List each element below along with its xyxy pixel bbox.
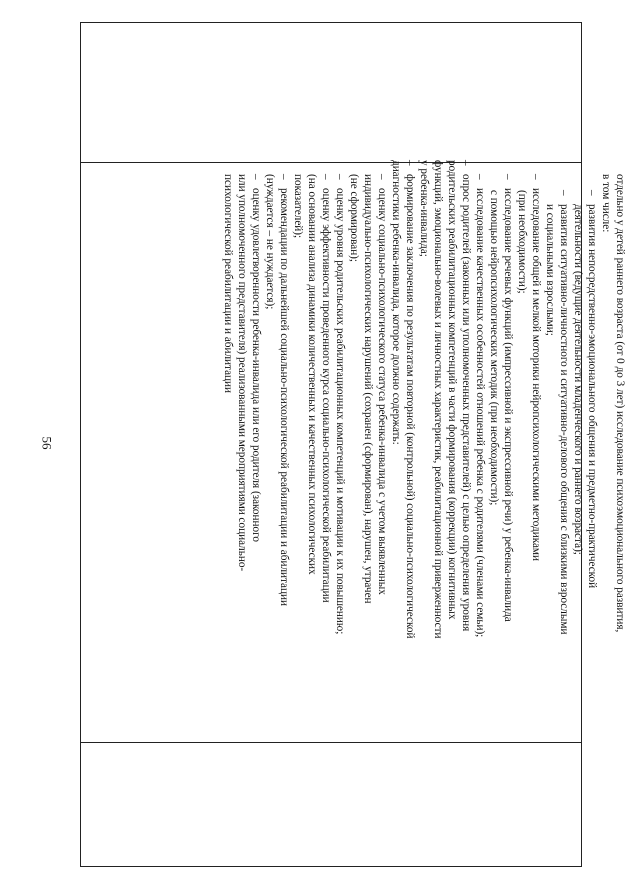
list-dash: – xyxy=(530,174,542,180)
line-text: у ребенка-инвалида; xyxy=(418,160,430,257)
text-line xyxy=(487,160,501,715)
text-line xyxy=(473,160,487,715)
text-line xyxy=(249,160,263,715)
line-text: развития ситуативно-личностного и ситуативно-делового общения с близкими взрослыми xyxy=(558,204,570,635)
line-text: (на основании анализа динамики количественных и качественных психологических xyxy=(306,174,318,575)
line-text: отдельно у детей раннего возраста (от 0 до 3 лет) исследование психоэмоционального развития, xyxy=(614,174,626,633)
text-line xyxy=(277,160,291,715)
text-line xyxy=(529,160,543,715)
text-line xyxy=(291,160,305,715)
text-line xyxy=(557,160,571,715)
text-line xyxy=(389,160,403,715)
line-text: родительских реабилитационных компетенций в части формирования (коррекции) когнитивных xyxy=(446,160,458,620)
text-line xyxy=(459,160,473,715)
rotated-text-cell xyxy=(197,160,627,715)
text-line xyxy=(417,160,431,715)
text-line xyxy=(263,160,277,715)
line-text: исследование общей и мелкой моторики нейропсихологическими методиками xyxy=(530,188,542,561)
list-dash: – xyxy=(404,160,416,166)
line-text: или уполномоченного представителя) реализованными мероприятиями социально- xyxy=(236,174,248,572)
list-dash: – xyxy=(460,160,472,166)
line-text: оценку уровня родительских реабилитационных компетенций и мотивации к их повышению; xyxy=(334,188,346,635)
list-dash: – xyxy=(278,174,290,180)
line-text: деятельности (ведущие деятельности младенческого и раннего возраста); xyxy=(572,204,584,555)
line-text: индивидуально-психологических нарушений (сохранен (сформирован), нарушен, утрачен xyxy=(362,174,374,604)
text-line xyxy=(599,160,613,715)
text-line xyxy=(333,160,347,715)
line-text: исследование качественных особенностей отношений ребенка с родителями (членами семьи); xyxy=(474,188,486,638)
list-dash: – xyxy=(334,174,346,180)
list-dash: – xyxy=(558,190,570,196)
text-line xyxy=(361,160,375,715)
text-line xyxy=(515,160,529,715)
column-divider-2 xyxy=(80,742,582,743)
text-line xyxy=(347,160,361,715)
line-text: оценку социально-психологического статуса ребенка-инвалида с учетом выявленных xyxy=(376,188,388,595)
line-text: исследование речевых функций (импрессивной и экспрессивной речи) у ребенка-инвалида xyxy=(502,188,514,622)
text-line xyxy=(613,160,627,715)
list-dash: – xyxy=(502,174,514,180)
line-text: опрос родителей (законных или уполномоченных представителей) с целью определения уровня xyxy=(460,174,472,632)
line-text: функций, эмоционально-волевых и личностных характеристик, реабилитационной приверженности xyxy=(432,160,444,639)
line-text: оценку эффективности проведенного курса социально-психологической реабилитации xyxy=(320,188,332,603)
frame-top-border xyxy=(80,22,582,23)
line-text: формирование заключения по результатам повторной (контрольной) социально-психологической xyxy=(404,174,416,639)
line-text: развития непосредственно-эмоционального общения и предметно-практической xyxy=(586,204,598,589)
text-line xyxy=(501,160,515,715)
list-dash: – xyxy=(250,174,262,180)
line-text: (нуждается – не нуждается); xyxy=(264,174,276,310)
text-line xyxy=(543,160,557,715)
text-line xyxy=(431,160,445,715)
line-text: с помощью нейропсихологических методик (при необходимости); xyxy=(488,190,500,506)
text-line xyxy=(585,160,599,715)
list-dash: – xyxy=(320,174,332,180)
frame-left-border xyxy=(80,22,81,867)
line-text: оценку удовлетворенности ребенка-инвалида или его родителя (законного xyxy=(250,188,262,542)
text-line xyxy=(235,160,249,715)
line-text: и социальными взрослыми; xyxy=(544,204,556,336)
list-dash: – xyxy=(586,190,598,196)
line-text: рекомендации по дальнейшей социально-психологической реабилитации и абилитации xyxy=(278,188,290,606)
line-text: (не сформирован); xyxy=(348,174,360,263)
text-line xyxy=(305,160,319,715)
text-line xyxy=(403,160,417,715)
page-number: 56 xyxy=(39,436,55,450)
list-dash: – xyxy=(376,174,388,180)
list-dash: – xyxy=(474,174,486,180)
line-text: показателей); xyxy=(292,174,304,239)
frame-bottom-border xyxy=(80,866,582,867)
text-line xyxy=(571,160,585,715)
line-text: (при необходимости); xyxy=(516,190,528,294)
line-text: в том числе: xyxy=(600,174,612,233)
line-text: психологической реабилитации и абилитации xyxy=(222,174,234,393)
text-line xyxy=(319,160,333,715)
text-line xyxy=(221,160,235,715)
line-text: диагностики ребенка-инвалида, которое должно содержать: xyxy=(390,160,402,445)
text-line xyxy=(445,160,459,715)
text-line xyxy=(375,160,389,715)
